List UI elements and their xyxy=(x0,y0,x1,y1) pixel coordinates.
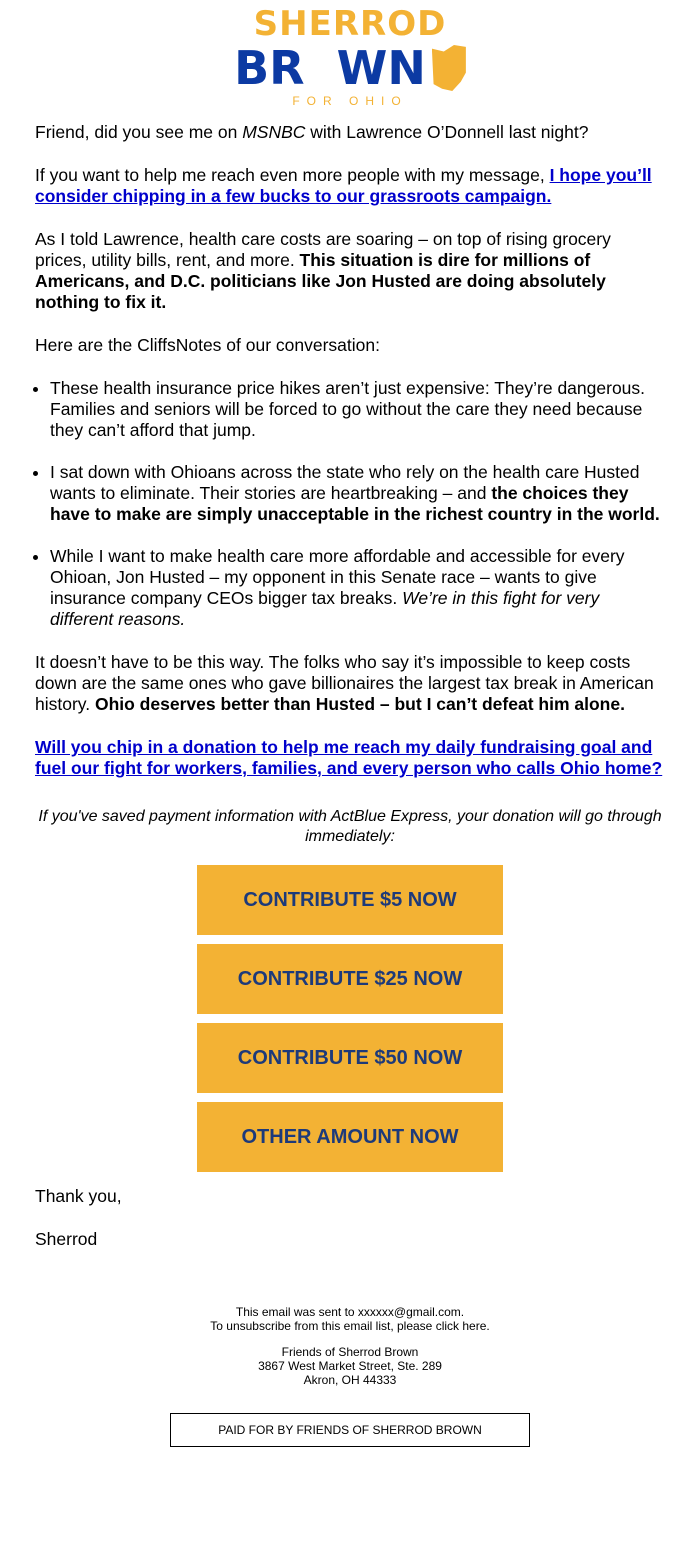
paragraph-4: Here are the CliffsNotes of our conversation: xyxy=(35,335,380,355)
contribute-5-button[interactable]: CONTRIBUTE $5 NOW xyxy=(197,865,503,935)
other-amount-button[interactable]: OTHER AMOUNT NOW xyxy=(197,1102,503,1172)
footer xyxy=(0,1305,700,1447)
donate-link[interactable]: I hope you’ll consider chipping in a few bucks to our grassroots campaign. xyxy=(35,165,652,206)
paid-for-disclaimer: PAID FOR BY FRIENDS OF SHERROD BROWN xyxy=(170,1413,530,1447)
text: I sat down with Ohioans across the state who rely on the health care Husted wants to eliminate. Their stories are heartbreaking – and xyxy=(50,462,640,503)
list-item xyxy=(50,462,665,525)
text-bold: Ohio deserves better than Husted – but I can’t defeat him alone. xyxy=(94,694,625,714)
donate-link-2[interactable]: Will you chip in a donation to help me reach my daily fundraising goal and fuel our fight for workers, families, and every person who calls Ohio home? xyxy=(35,737,663,778)
email-body xyxy=(0,122,700,1250)
paragraph-1 xyxy=(35,122,665,143)
list-item xyxy=(50,546,665,630)
logo-row xyxy=(234,42,466,94)
signature: Sherrod xyxy=(35,1229,98,1249)
bullet-list xyxy=(35,378,665,630)
address-line-2: Akron, OH 44333 xyxy=(303,1373,397,1387)
text: If you want to help me reach even more people with my message, xyxy=(35,165,550,185)
paragraph-3 xyxy=(35,229,665,313)
text: While I want to make health care more affordable and accessible for every Ohioan, Jon Husted – my opponent in this Senate race – wants to give insurance company CEOs bigger tax breaks. xyxy=(50,546,625,608)
text: These health insurance price hikes aren’t just expensive: They’re dangerous. Families and seniors will be forced to go without the care they need because they can’t afford that jump. xyxy=(50,378,646,440)
contribute-25-button[interactable]: CONTRIBUTE $25 NOW xyxy=(197,944,503,1014)
address-line-1: 3867 West Market Street, Ste. 289 xyxy=(258,1359,442,1373)
text-italic: We’re in this fight for very different reasons. xyxy=(50,588,600,629)
org-name: Friends of Sherrod Brown xyxy=(281,1345,419,1359)
logo-line-1: SHERROD xyxy=(253,4,447,44)
sent-to: This email was sent to xxxxxx@gmail.com. xyxy=(235,1305,465,1319)
paragraph-5 xyxy=(35,652,665,715)
text-italic: MSNBC xyxy=(242,122,306,142)
list-item xyxy=(50,378,665,441)
email xyxy=(0,6,700,1482)
contribute-50-button[interactable]: CONTRIBUTE $50 NOW xyxy=(197,1023,503,1093)
thanks: Thank you, xyxy=(35,1186,122,1206)
text-bold: the choices they have to make are simply unacceptable in the richest country in the world. xyxy=(50,483,660,524)
text: As I told Lawrence, health care costs are soaring – on top of rising grocery prices, utility bills, rent, and more. xyxy=(35,229,611,270)
text: with Lawrence O’Donnell last night? xyxy=(305,122,589,142)
ohio-shape-icon xyxy=(432,45,466,91)
campaign-logo xyxy=(200,6,500,110)
logo-line-2: BR WN xyxy=(234,41,426,95)
logo-line-3: FOR OHIO xyxy=(292,94,408,108)
text: It doesn’t have to be this way. The folks who say it’s impossible to keep costs down are the same ones who gave billionaires the largest tax break in American history. xyxy=(35,652,654,714)
paragraph-2 xyxy=(35,165,665,207)
actblue-note: If you've saved payment information with ActBlue Express, your donation will go through immediately: xyxy=(38,808,662,845)
text-bold: This situation is dire for millions of Americans, and D.C. politicians like Jon Husted are doing absolutely nothing to fix it. xyxy=(35,250,606,312)
unsubscribe-link[interactable]: To unsubscribe from this email list, please click here. xyxy=(210,1319,490,1333)
paragraph-6 xyxy=(35,737,665,779)
text: Friend, did you see me on xyxy=(35,122,243,142)
